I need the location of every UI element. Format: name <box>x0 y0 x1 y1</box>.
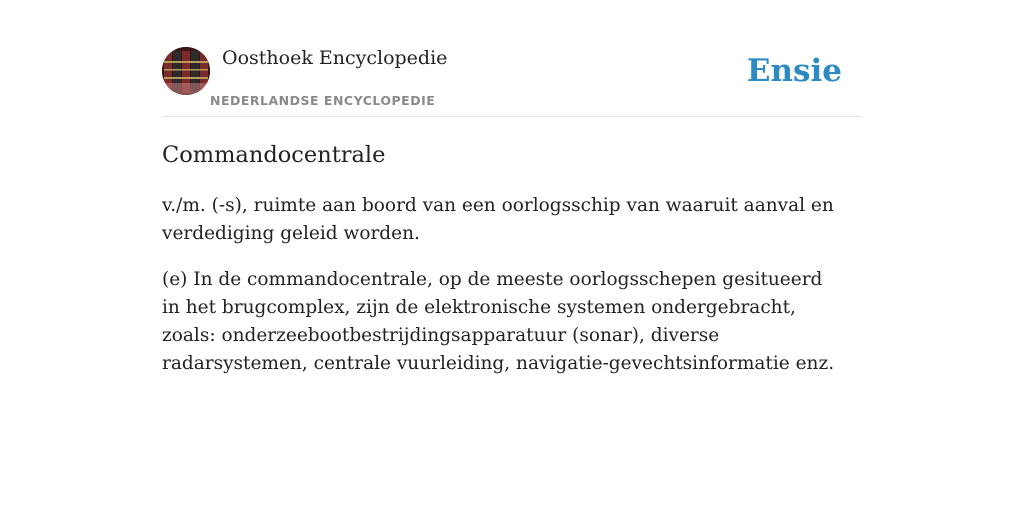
entry-explanation: (e) In de commandocentrale, op de meeste oorlogsschepen gesitueerd in het brugcomplex, zijn de elektronische systemen ondergebracht, zoals: onderzeebootbestrijdingsapparatuur (sonar), diverse radarsystemen, centrale vuurleiding, navigatie-gevechtsinformatie enz. <box>162 269 835 374</box>
entry-definition: v./m. (-s), ruimte aan boord van een oorlogsschip van waaruit aanval en verdediging geleid worden. <box>162 195 834 244</box>
encyclopedia-books-icon[interactable] <box>162 47 210 95</box>
site-title-link[interactable]: Oosthoek Encyclopedie <box>222 47 448 69</box>
entry-content <box>162 140 862 378</box>
site-subtitle: NEDERLANDSE ENCYCLOPEDIE <box>210 93 436 108</box>
brand-logo-link[interactable]: Ensie <box>746 53 842 89</box>
entry-title: Commandocentrale <box>162 142 386 168</box>
site-header <box>162 45 862 117</box>
